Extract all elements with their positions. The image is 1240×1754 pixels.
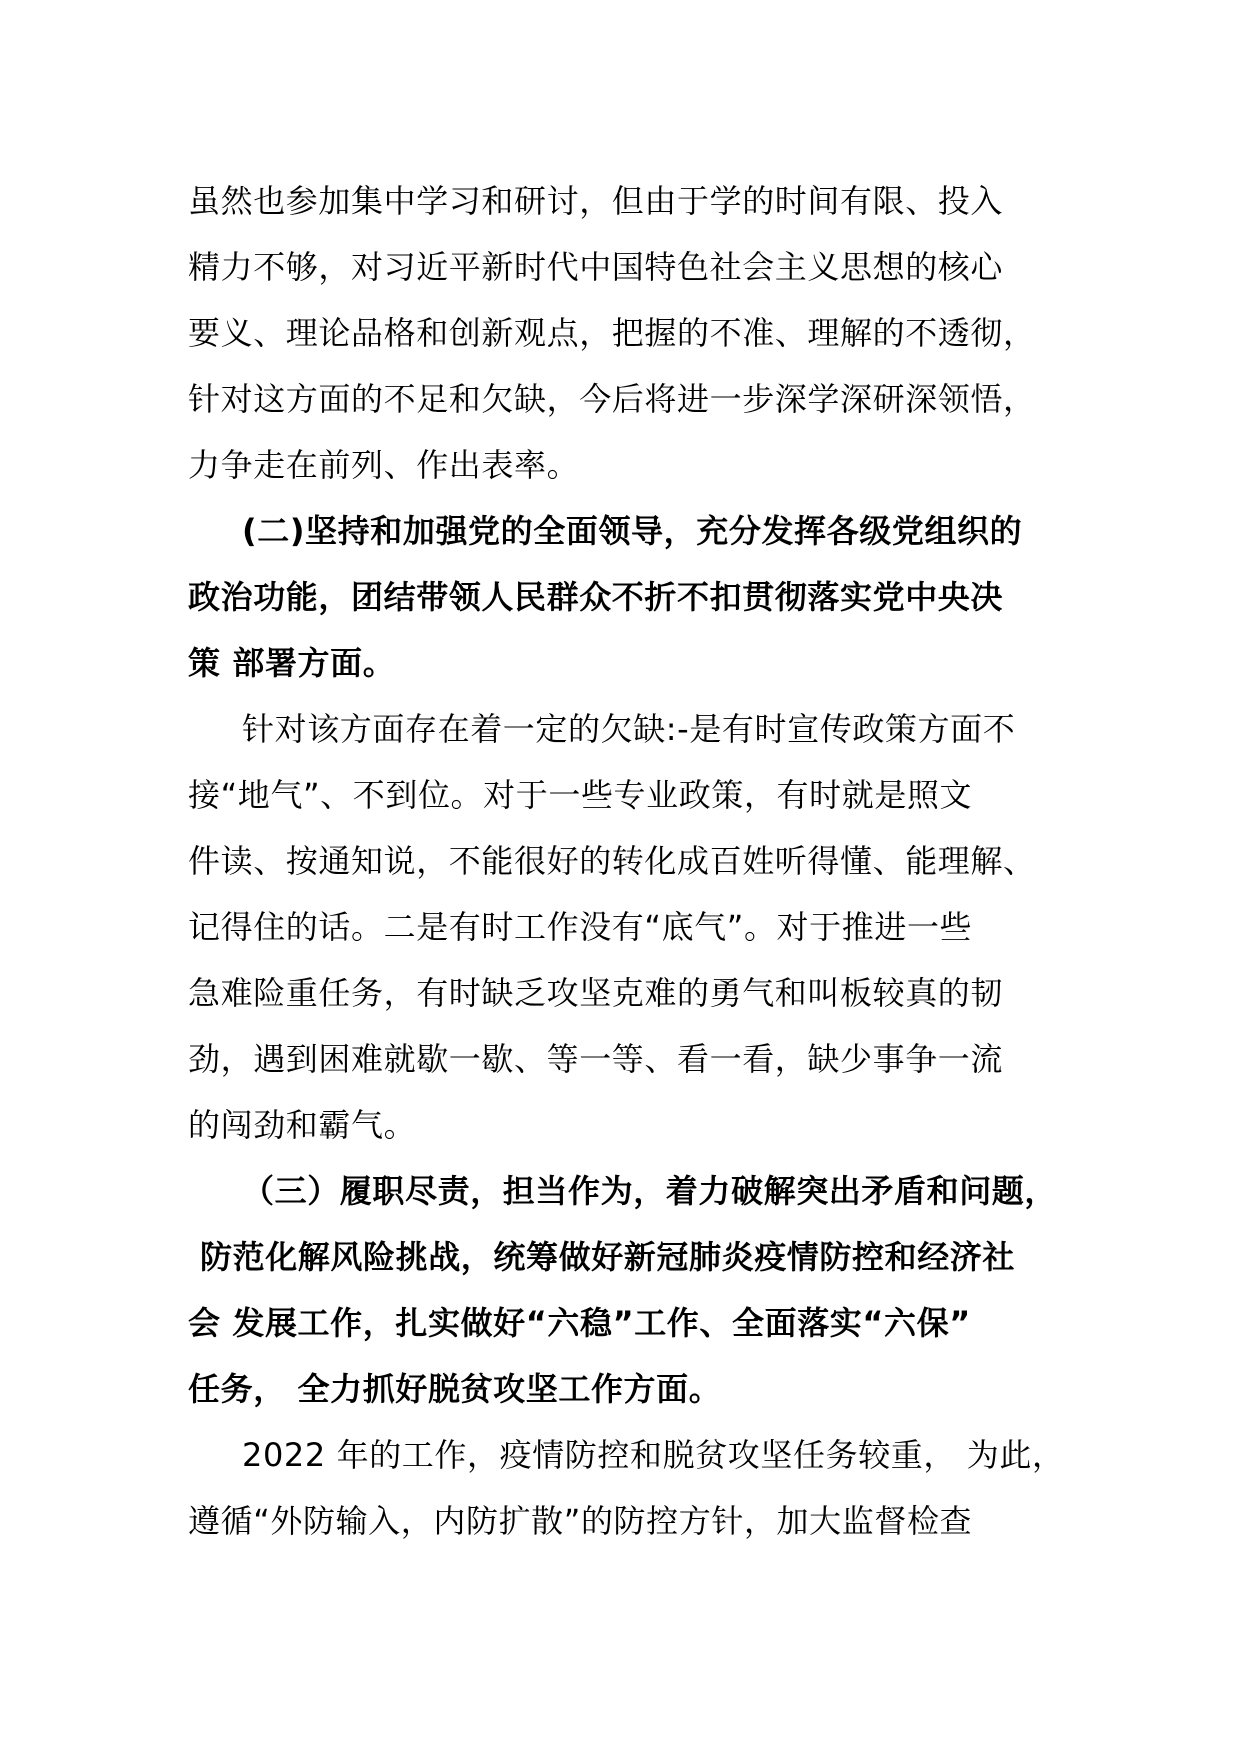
section-heading-3-line: 会 发展工作，扎实做好“六稳”工作、全面落实“六保” <box>188 1304 971 1342</box>
body-text-line: 件读、按通知说，不能很好的转化成百姓听得懂、能理解、 <box>188 842 1036 880</box>
section-heading-2-line: 政治功能，团结带领人民群众不折不扣贯彻落实党中央决 <box>188 578 1004 616</box>
section-heading-2-line: (二)坚持和加强党的全面领导，充分发挥各级党组织的 <box>242 512 1023 550</box>
body-text-line: 记得住的话。二是有时工作没有“底气”。对于推进一些 <box>188 908 973 946</box>
body-text-line: 针对这方面的不足和欠缺，今后将进一步深学深研深领悟， <box>188 380 1036 418</box>
body-text-line: 接“地气”、不到位。对于一些专业政策，有时就是照文 <box>188 776 973 814</box>
body-text-line: 精力不够，对习近平新时代中国特色社会主义思想的核心 <box>188 248 1004 286</box>
body-text-line: 虽然也参加集中学习和研讨，但由于学的时间有限、投入 <box>188 182 1004 220</box>
body-text-line: 要义、理论品格和创新观点，把握的不准、理解的不透彻， <box>188 314 1036 352</box>
section-heading-3-line: 防范化解风险挑战，统筹做好新冠肺炎疫情防控和经济社 <box>200 1238 1016 1276</box>
body-text-line: 劲，遇到困难就歇一歇、等一等、看一看，缺少事争一流 <box>188 1040 1004 1078</box>
document-body <box>188 168 1098 1554</box>
body-text-line: 针对该方面存在着一定的欠缺:-是有时宣传政策方面不 <box>242 710 1016 748</box>
body-text-line: 的闯劲和霸气。 <box>188 1106 417 1144</box>
section-heading-2-line: 策 部署方面。 <box>188 644 396 682</box>
section-heading-3-line: （三）履职尽责，担当作为，着力破解突出矛盾和问题， <box>242 1172 1058 1210</box>
body-text-line: 急难险重任务，有时缺乏攻坚克难的勇气和叫板较真的韧 <box>188 974 1004 1012</box>
body-text-line: 2022 年的工作，疫情防控和脱贫攻坚任务较重， 为此， <box>242 1436 1065 1474</box>
section-heading-3-line: 任务， 全力抓好脱贫攻坚工作方面。 <box>188 1370 722 1408</box>
body-text-line: 力争走在前列、作出表率。 <box>188 446 580 484</box>
body-text-line: 遵循“外防输入，内防扩散”的防控方针，加大监督检查 <box>188 1502 973 1540</box>
